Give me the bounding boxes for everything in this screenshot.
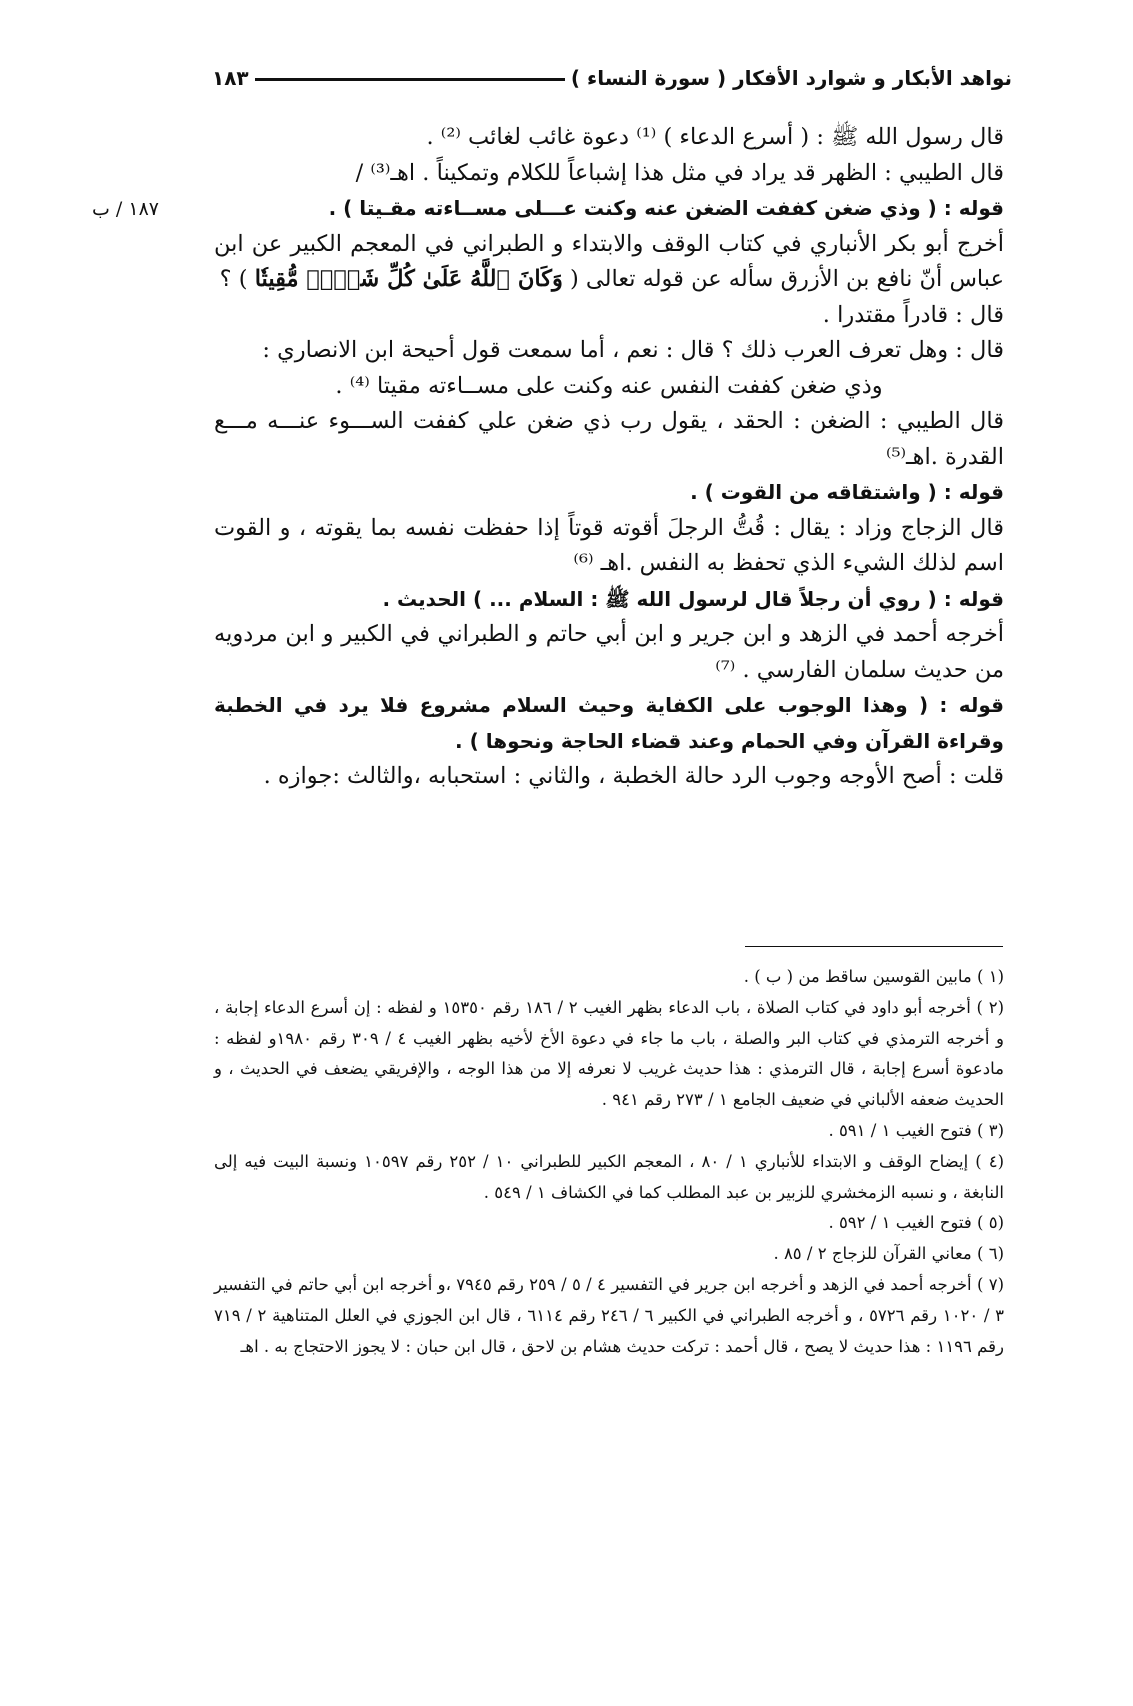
commentary-heading: قوله : ( روي أن رجلاً قال لرسول الله ﷺ : السلام ... ) الحديث . [382,586,1004,611]
commentary-heading: قوله : ( وهذا الوجوب على الكفاية وحيث السلام مشروع فلا يرد في الخطبة وقراءة القرآن وفي الحمام وعند قضاء الحاجة ونحوها ) . [214,693,1004,753]
paragraph: قال : قادراً مقتدرا . [822,301,1004,328]
footnote-divider [745,946,1003,947]
footnote: (٤ ) إيضاح الوقف و الابتداء للأنباري ١ / ٨٠ ، المعجم الكبير للطبراني ١٠ / ٢٥٢ رقم ١٠٥٩٧ ونسبة البيت فيه إلى النابغة ، و نسبه الزمخشري للزبير بن عبد المطلب كما في الكشاف ١ / ٥٤٩ . [214,1151,1004,1202]
page-number: ١٨٣ [212,66,249,90]
paragraph: قال الطيبي : الظهر قد يراد في مثل هذا إشباعاً للكلام وتمكيناً . اهـ⁽³⁾ / [355,159,1004,186]
commentary-heading: قوله : ( واشتقاقه من القوت ) . [690,480,1004,504]
manuscript-folio-reference: ١٨٧ / ب [92,198,159,220]
footnotes [214,962,1004,1362]
main-text [214,120,1004,795]
header-rule [255,78,565,81]
paragraph [214,227,1004,298]
paragraph: قال : وهل تعرف العرب ذلك ؟ قال : نعم ، أما سمعت قول أحيحة ابن الانصاري : [262,337,1004,363]
commentary-heading: قوله : ( وذي ضغن كففت الضغن عنه وكنت عـــلى مســاءته مقـيتا ) . [328,196,1004,220]
footnote: (٦ ) معاني القرآن للزجاج ٢ / ٨٥ . [773,1244,1004,1264]
quran-verse: وَكَانَ ٱللَّهُ عَلَىٰ كُلِّ شَيۡءٖ مُّقِيتٗا [254,266,563,292]
paragraph: قلت : أصح الأوجه وجوب الرد حالة الخطبة ، والثاني : استحبابه ،والثالث :جوازه . [263,763,1004,789]
paragraph: قال الطيبي : الضغن : الحقد ، يقول رب ذي ضغن علي كففت الســـوء عنـــه مـــع القدرة .اهـ⁽⁵⁾ [214,408,1004,470]
footnote: (٢ ) أخرجه أبو داود في كتاب الصلاة ، باب الدعاء بظهر الغيب ٢ / ١٨٦ رقم ١٥٣٥٠ و لفظه : إن أسرع الدعاء إجابة ، و أخرجه الترمذي في كتاب البر والصلة ، باب ما جاء في دعوة الأخ لأخيه بظهر الغيب ٤ / ٣٠٩ رقم ١٩٨٠و لفظه : مادعوة أسرع إجابة ، قال الترمذي : هذا حديث غريب لا نعرفه إلا من هذا الوجه ، والإفريقي يضعف في الحديث ، و الحديث ضعفه الألباني في ضعيف الجامع ١ / ٢٧٣ رقم ٩٤١ . [214,997,1004,1110]
footnote: (٥ ) فتوح الغيب ١ / ٥٩٢ . [828,1213,1004,1233]
book-title: نواهد الأبكار و شوارد الأفكار ( سورة النساء ) [570,66,1012,90]
footnote: (١ ) مابين القوسين ساقط من ( ب ) . [743,967,1004,986]
paragraph-text: أخرج أبو بكر الأنباري في كتاب الوقف والابتداء و الطبراني في المعجم الكبير عن ابن عباس أنّ نافع بن الأزرق سأله عن قوله تعالى ( [214,230,1004,292]
footnote: (٣ ) فتوح الغيب ١ / ٥٩١ . [828,1120,1004,1140]
running-header [212,66,1012,90]
footnote: (٧ ) أخرجه أحمد في الزهد و أخرجه ابن جرير في التفسير ٤ / ٥ / ٢٥٩ رقم ٧٩٤٥ ،و أخرجه ابن أبي حاتم في التفسير ٣ / ١٠٢٠ رقم ٥٧٢٦ ، و أخرجه الطبراني في الكبير ٦ / ٢٤٦ رقم ٦١١٤ ، قال ابن الجوزي في العلل المتناهية ٢ / ٧١٩ رقم ١١٩٦ : هذا حديث لا يصح ، قال أحمد : تركت حديث هشام بن لاحق ، قال ابن حبان : لا يجوز الاحتجاج به . اهـ [214,1274,1005,1356]
poetry-verse: وذي ضغن كففت النفس عنه وكنت على مســاءته مقيتا ⁽⁴⁾ . [335,372,883,399]
paragraph: قال الزجاج وزاد : يقال : قُتُّ الرجلَ أقوته قوتاً إذا حفظت نفسه بما يقوته ، و القوت اسم لذلك الشيء الذي تحفظ به النفس .اهـ ⁽⁶⁾ [214,514,1004,576]
paragraph: أخرجه أحمد في الزهد و ابن جرير و ابن أبي حاتم و الطبراني في الكبير و ابن مردويه من حديث سلمان الفارسي . ⁽⁷⁾ [214,621,1004,683]
paragraph-text: ) ؟ [219,266,248,292]
paragraph: قال رسول الله ﷺ : ( أسرع الدعاء ) ⁽¹⁾ دعوة غائب لغائب ⁽²⁾ . [426,124,1004,150]
